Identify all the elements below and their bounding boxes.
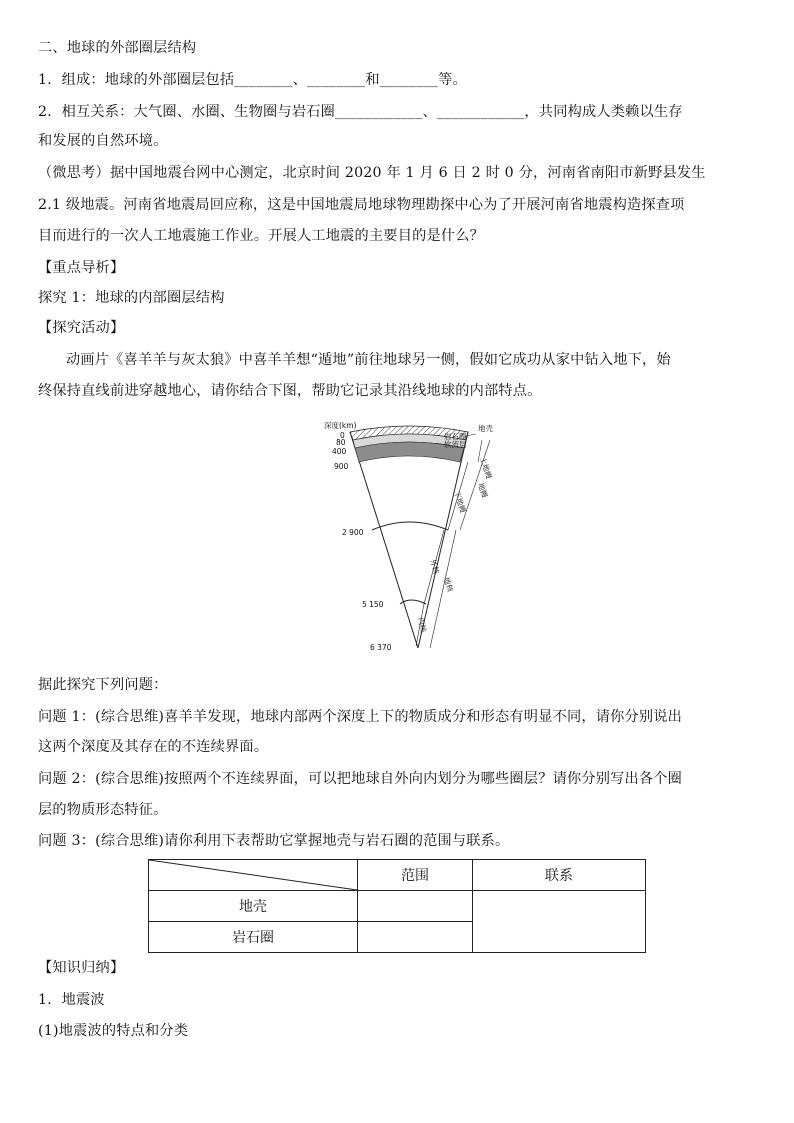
explore-intro: 据此探究下列问题： [38, 677, 168, 693]
label-upper-mantle: 上地幔 [478, 455, 494, 481]
problem3: 问题 3：(综合思维)请你利用下表帮助它掌握地壳与岩石圈的范围与联系。 [38, 833, 510, 849]
question-relationship-line1: 2．相互关系：大气圈、水圈、生物圈与岩石圈____________、____________，共同构成人类赖以生存 [38, 104, 683, 120]
depth-2900: 2 900 [342, 528, 364, 537]
label-inner-core: 内核 [416, 616, 428, 634]
depth-400: 400 [332, 447, 347, 456]
section-title: 二、地球的外部圈层结构 [38, 40, 197, 56]
wedge-left-edge [350, 432, 418, 648]
knowledge-header: 【知识归纳】 [38, 960, 125, 976]
label-crust: 地壳 [478, 424, 493, 433]
table-corner-cell [149, 860, 358, 891]
knowledge-item1: 1．地震波 [38, 992, 105, 1008]
label-asthenosphere: 软流层 [444, 440, 467, 449]
label-core: 地核 [442, 576, 455, 593]
depth-900: 900 [334, 462, 349, 471]
activity-header: 【探究活动】 [38, 320, 125, 336]
diagonal-line [149, 860, 357, 890]
label-mantle: 地幔 [476, 481, 490, 499]
table-header-relation: 联系 [473, 860, 646, 891]
problem2-line1: 问题 2：(综合思维)按照两个不连续界面，可以把地球自外向内划分为哪些圈层？请你分别写出各个圈 [38, 771, 683, 787]
question-relationship-line2: 和发展的自然环境。 [38, 133, 168, 149]
depth-axis-label: 深度(km) [324, 421, 357, 430]
label-lower-mantle: 下地幔 [452, 489, 468, 515]
label-lithosphere: 岩石圈 [444, 432, 467, 441]
activity-line2: 终保持直线前进穿越地心，请你结合下图，帮助它记录其沿线地球的内部特点。 [38, 383, 542, 399]
key-guide-header: 【重点导析】 [38, 260, 125, 276]
label-outer-core: 外核 [428, 558, 441, 575]
depth-6370: 6 370 [370, 643, 392, 652]
table-row-label-lithosphere: 岩石圈 [149, 922, 358, 953]
micro-think-line1: （微思考）据中国地震台网中心测定，北京时间 2020 年 1 月 6 日 2 时 0 分，河南省南阳市新野县发生 [38, 165, 706, 181]
crust-lithosphere-table [148, 859, 646, 953]
table-cell-lithosphere-range[interactable] [358, 922, 473, 953]
table-header-range: 范围 [358, 860, 473, 891]
earth-interior-diagram [320, 418, 500, 658]
problem1-line1: 问题 1：(综合思维)喜羊羊发现，地球内部两个深度上下的物质成分和形态有明显不同，请你分别说出 [38, 709, 683, 725]
depth-0: 0 [340, 431, 345, 440]
micro-think-line3: 目而进行的一次人工地震施工作业。开展人工地震的主要目的是什么？ [38, 228, 485, 244]
explore1-title: 探究 1：地球的内部圈层结构 [38, 290, 225, 306]
table-cell-crust-range[interactable] [358, 891, 473, 922]
gutenberg-boundary [372, 522, 448, 530]
table-row-label-crust: 地壳 [149, 891, 358, 922]
table-row [149, 891, 646, 922]
table-cell-relation[interactable] [473, 891, 646, 953]
depth-80: 80 [336, 438, 346, 447]
earth-interior-figure [320, 418, 500, 658]
table-header-row [149, 860, 646, 891]
micro-think-line2: 2.1 级地震。河南省地震局回应称，这是中国地震局地球物理勘探中心为了开展河南省地震构造探查项 [38, 197, 685, 213]
depth-5150: 5 150 [362, 600, 384, 609]
knowledge-item1-sub: (1)地震波的特点和分类 [38, 1023, 189, 1039]
question-composition: 1．组成：地球的外部圈层包括________、________和________等。 [38, 72, 467, 88]
problem2-line2: 层的物质形态特征。 [38, 802, 168, 818]
problem1-line2: 这两个深度及其存在的不连续界面。 [38, 739, 269, 755]
activity-line1: 动画片《喜羊羊与灰太狼》中喜羊羊想“遁地”前往地球另一侧，假如它成功从家中钻入地下，始 [66, 352, 671, 368]
